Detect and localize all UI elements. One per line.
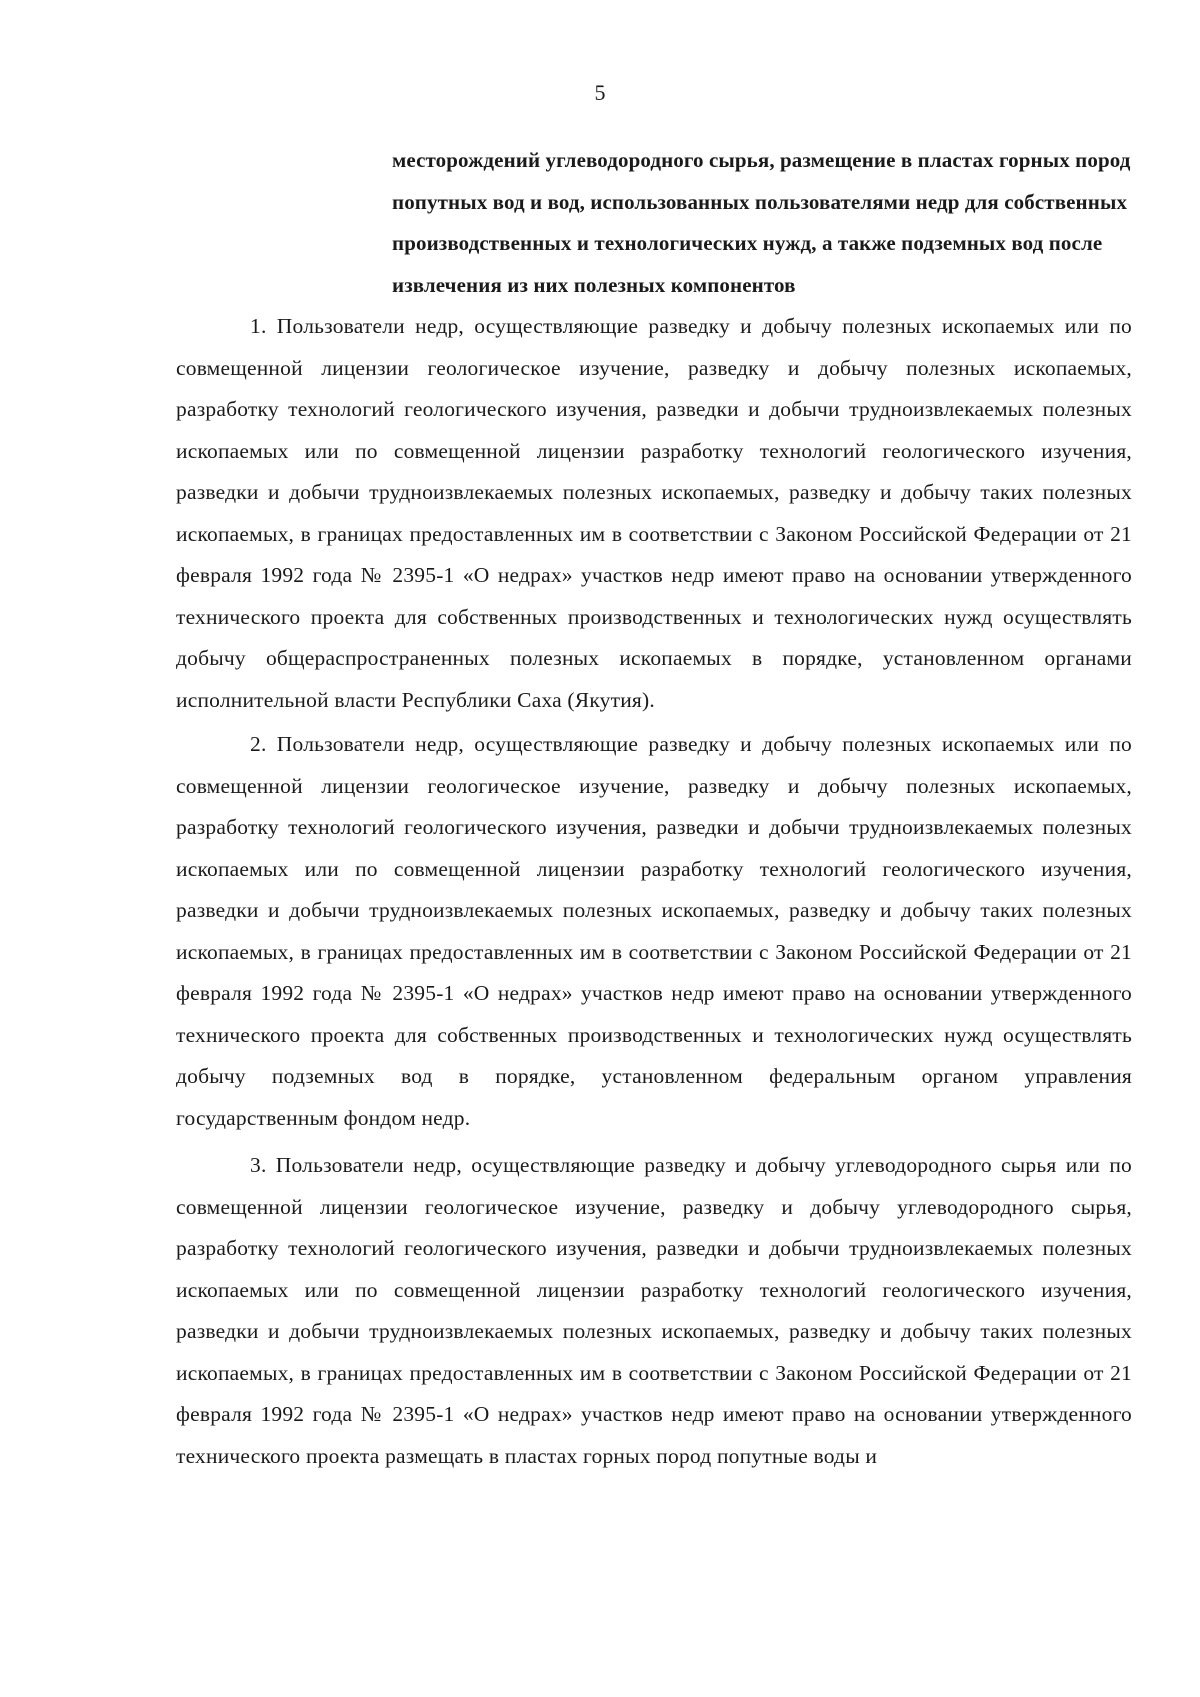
section-title: месторождений углеводородного сырья, размещение в пластах горных пород попутных вод и вод, использованных пользователями недр для собственных производственных и технологических нужд, а также подземных вод после извлечения из них полезных компонентов bbox=[392, 148, 1131, 297]
paragraph-3: 3. Пользователи недр, осуществляющие разведку и добычу углеводородного сырья или по совмещенной лицензии геологическое изучение, разведку и добычу углеводородного сырья, разработку технологий геологического изучения, разведки и добычи трудноизвлекаемых полезных ископаемых или по совмещенной лицензии разработку технологий геологического изучения, разведки и добычи трудноизвлекаемых полезных ископаемых, разведку и добычу таких полезных ископаемых, в границах предоставленных им в соответствии с Законом Российской Федерации от 21 февраля 1992 года № 2395-1 «О недрах» участков недр имеют право на основании утвержденного технического проекта размещать в пластах горных пород попутные воды и bbox=[176, 1153, 1132, 1468]
paragraph-1: 1. Пользователи недр, осуществляющие разведку и добычу полезных ископаемых или по совмещенной лицензии геологическое изучение, разведку и добычу полезных ископаемых, разработку технологий геологического изучения, разведки и добычи трудноизвлекаемых полезных ископаемых или по совмещенной лицензии разработку технологий геологического изучения, разведки и добычи трудноизвлекаемых полезных ископаемых, разведку и добычу таких полезных ископаемых, в границах предоставленных им в соответствии с Законом Российской Федерации от 21 февраля 1992 года № 2395-1 «О недрах» участков недр имеют право на основании утвержденного технического проекта для собственных производственных и технологических нужд осуществлять добычу общераспространенных полезных ископаемых в порядке, установленном органами исполнительной власти Республики Саха (Якутия). bbox=[176, 314, 1132, 712]
page-number: 5 bbox=[594, 80, 606, 105]
paragraph-2: 2. Пользователи недр, осуществляющие разведку и добычу полезных ископаемых или по совмещенной лицензии геологическое изучение, разведку и добычу полезных ископаемых, разработку технологий геологического изучения, разведки и добычи трудноизвлекаемых полезных ископаемых или по совмещенной лицензии разработку технологий геологического изучения, разведки и добычи трудноизвлекаемых полезных ископаемых, разведку и добычу таких полезных ископаемых, в границах предоставленных им в соответствии с Законом Российской Федерации от 21 февраля 1992 года № 2395-1 «О недрах» участков недр имеют право на основании утвержденного технического проекта для собственных производственных и технологических нужд осуществлять добычу подземных вод в порядке, установленном федеральным органом управления государственным фондом недр. bbox=[176, 732, 1132, 1130]
document-body bbox=[176, 306, 1132, 1477]
